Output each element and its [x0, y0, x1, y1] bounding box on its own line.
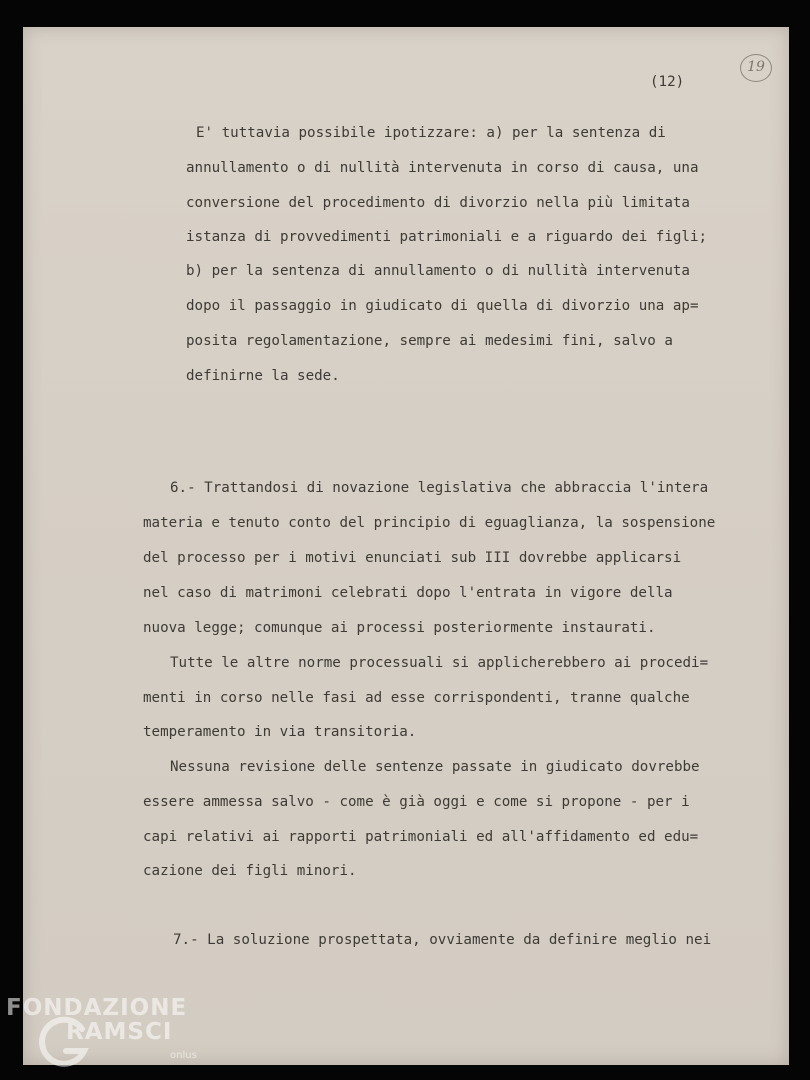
fondazione-gramsci-watermark	[6, 995, 216, 1075]
text-line: Nessuna revisione delle sentenze passate in giudicato dovrebbe	[170, 759, 700, 775]
text-line: definirne la sede.	[186, 368, 340, 384]
text-line: dopo il passaggio in giudicato di quella di divorzio una ap=	[186, 298, 699, 314]
text-line: capi relativi ai rapporti patrimoniali ed all'affidamento ed edu=	[143, 829, 699, 845]
text-line: cazione dei figli minori.	[143, 863, 357, 879]
watermark-line2: RAMSCI	[66, 1019, 173, 1045]
section-heading-line: 7.- La soluzione prospettata, ovviamente da definire meglio nei	[173, 932, 712, 948]
section-heading-line: 6.- Trattandosi di novazione legislativa che abbraccia l'intera	[170, 480, 709, 496]
text-line: essere ammessa salvo - come è già oggi e come si propone - per i	[143, 794, 690, 810]
text-line: E' tuttavia possibile ipotizzare: a) per la sentenza di	[196, 125, 666, 141]
text-line: del processo per i motivi enunciati sub III dovrebbe applicarsi	[143, 550, 682, 566]
text-line: temperamento in via transitoria.	[143, 724, 417, 740]
text-line: istanza di provvedimenti patrimoniali e a riguardo dei figli;	[186, 229, 708, 245]
watermark-line1: FONDAZIONE	[6, 995, 188, 1021]
text-line: menti in corso nelle fasi ad esse corrispondenti, tranne qualche	[143, 690, 690, 706]
folio-number: 19	[740, 54, 772, 82]
text-line: nel caso di matrimoni celebrati dopo l'entrata in vigore della	[143, 585, 673, 601]
document-page	[23, 27, 789, 1065]
text-line: annullamento o di nullità intervenuta in corso di causa, una	[186, 160, 699, 176]
text-line: b) per la sentenza di annullamento o di nullità intervenuta	[186, 263, 690, 279]
page-number: (12)	[650, 74, 685, 90]
text-line: materia e tenuto conto del principio di eguaglianza, la sospensione	[143, 515, 716, 531]
text-line: nuova legge; comunque ai processi posteriormente instaurati.	[143, 620, 656, 636]
text-line: conversione del procedimento di divorzio nella più limitata	[186, 195, 690, 211]
text-line: Tutte le altre norme processuali si applicherebbero ai procedi=	[170, 655, 709, 671]
watermark-line3: onlus	[170, 1050, 197, 1061]
text-line: posita regolamentazione, sempre ai medesimi fini, salvo a	[186, 333, 673, 349]
